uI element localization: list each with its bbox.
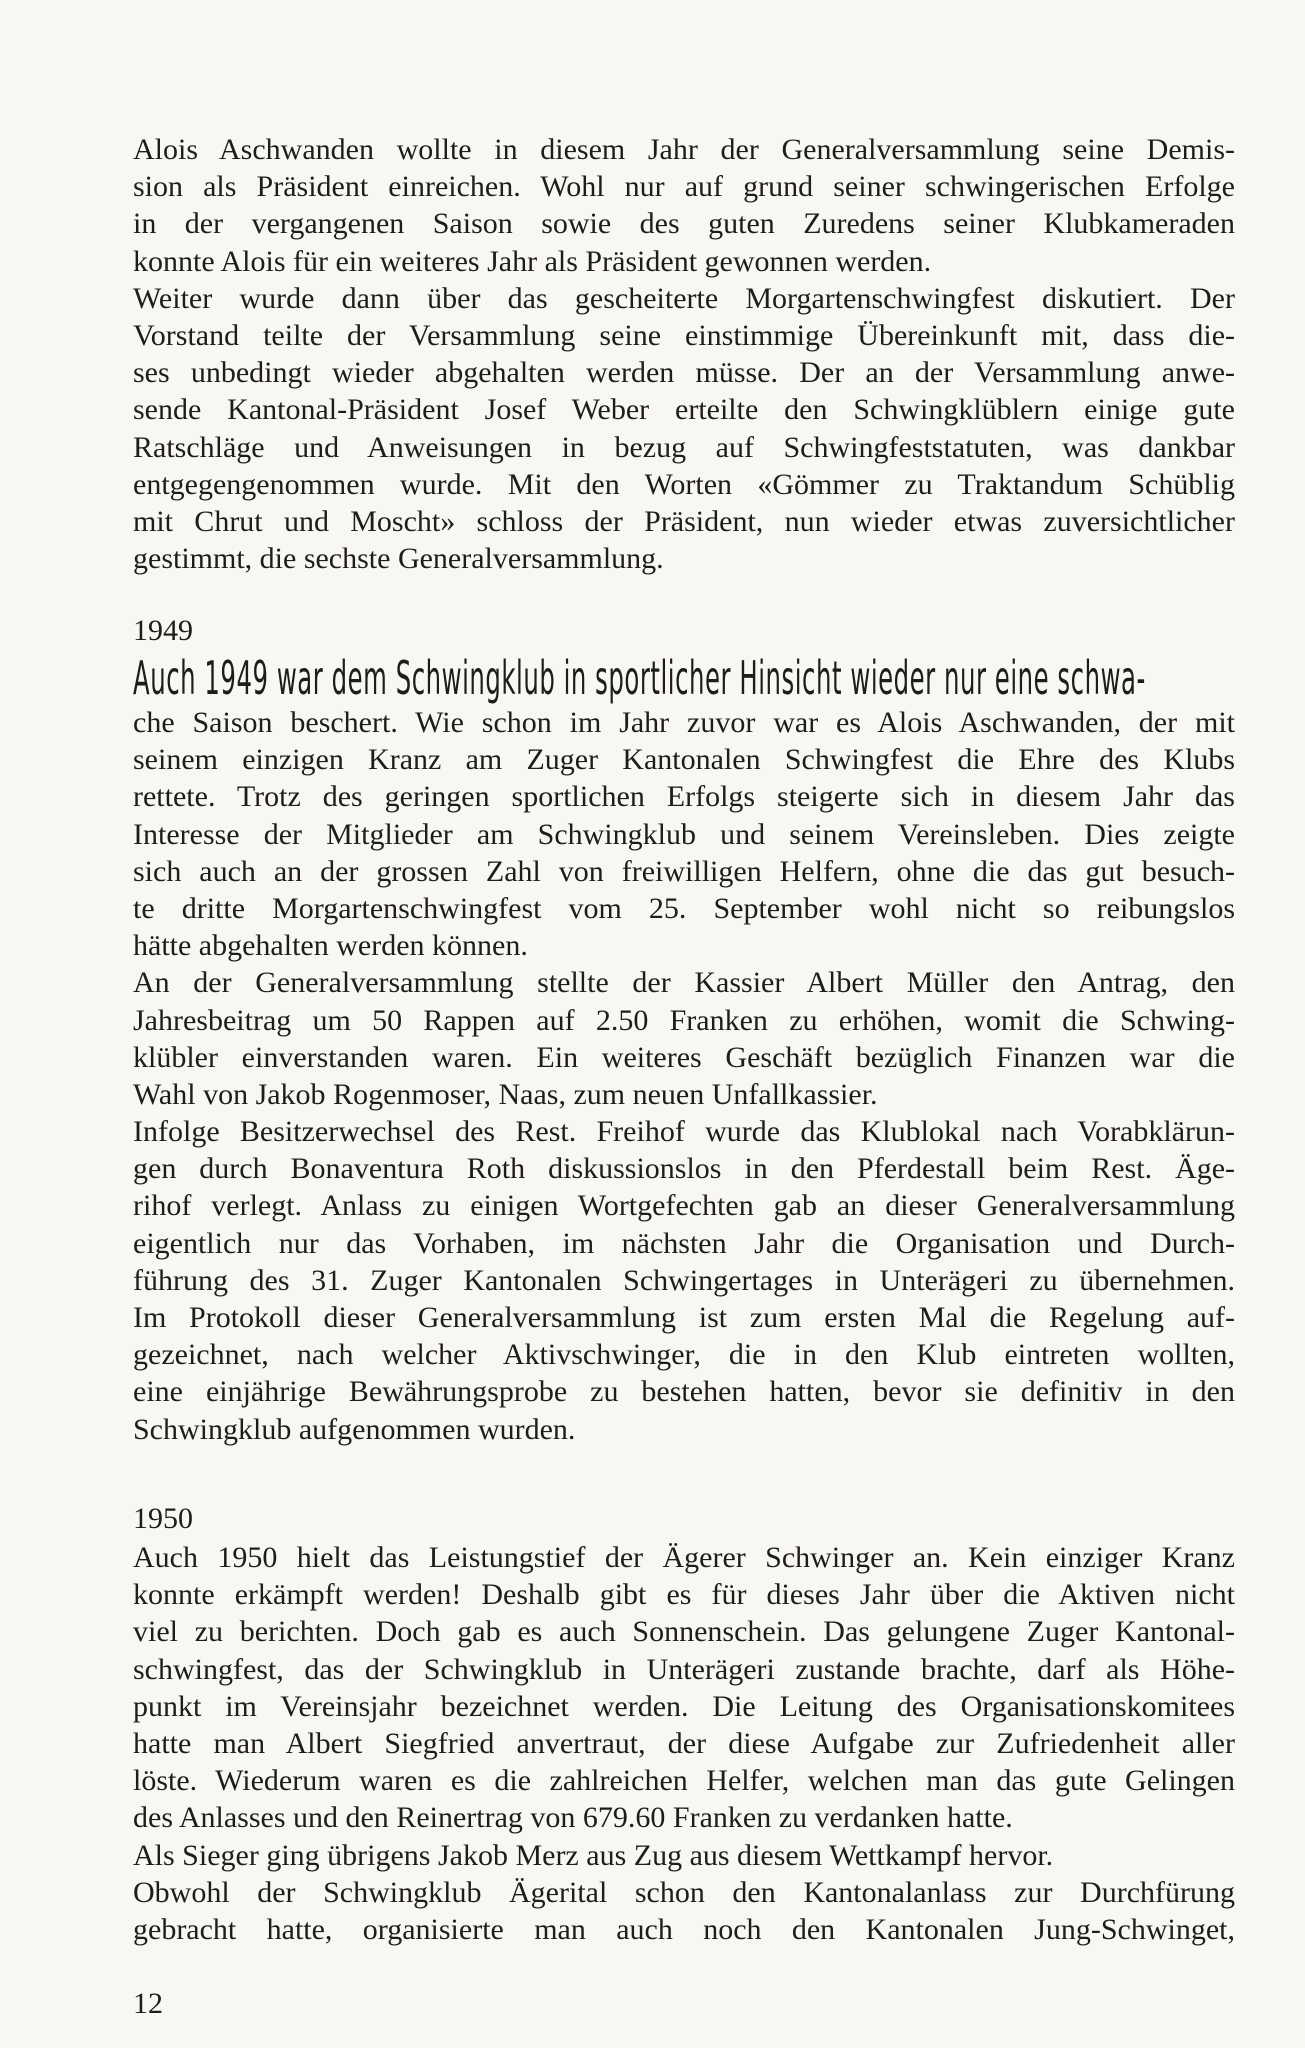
text-line: in der vergangenen Saison sowie des guten Zuredens seiner Klubkameraden (133, 207, 1235, 241)
text-line: Alois Aschwanden wollte in diesem Jahr der Generalversammlung seine Demis- (133, 133, 1235, 166)
text-line: Schwingklub aufgenommen wurden. (133, 1412, 576, 1446)
text-line: Im Protokoll dieser Generalversammlung ist zum ersten Mal die Regelung auf- (133, 1301, 1235, 1334)
text-line: Ratschläge und Anweisungen in bezug auf Schwingfeststatuten, was dankbar (133, 430, 1235, 464)
text-line: entgegengenommen wurde. Mit den Worten «Gömmer zu Traktandum Schüblig (133, 467, 1235, 501)
page-number: 12 (133, 1987, 163, 2020)
text-line: gezeichnet, nach welcher Aktivschwinger, die in den Klub eintreten wollten, (133, 1338, 1235, 1372)
text-line: Jahresbeitrag um 50 Rappen auf 2.50 Franken zu erhöhen, womit die Schwing- (133, 1003, 1235, 1037)
text-line: An der Generalversammlung stellte der Kassier Albert Müller den Antrag, den (133, 966, 1235, 1000)
text-line: hätte abgehalten werden können. (133, 929, 528, 963)
text-line: te dritte Morgartenschwingfest vom 25. September wohl nicht so reibungslos (133, 891, 1235, 925)
text-line: konnte Alois für ein weiteres Jahr als Präsident gewonnen werden. (133, 244, 932, 278)
text-line: Obwohl der Schwingklub Ägerital schon den Kantonalanlass zur Durchfürung (133, 1875, 1235, 1909)
text-line: viel zu berichten. Doch gab es auch Sonnenschein. Das gelungene Zuger Kantonal- (133, 1615, 1235, 1649)
text-line: Infolge Besitzerwechsel des Rest. Freihof wurde das Klublokal nach Vorabklärun- (133, 1115, 1235, 1149)
text-line: gen durch Bonaventura Roth diskussionslos in den Pferdestall beim Rest. Äge- (133, 1152, 1235, 1186)
year-heading-1949: 1949 (133, 614, 193, 647)
text-line: Wahl von Jakob Rogenmoser, Naas, zum neuen Unfallkassier. (133, 1077, 878, 1111)
text-line: seinem einzigen Kranz am Zuger Kantonalen Schwingfest die Ehre des Klubs (133, 743, 1235, 777)
text-line: eine einjährige Bewährungsprobe zu bestehen hatten, bevor sie definitiv in den (133, 1375, 1235, 1409)
text-line: Auch 1950 hielt das Leistungstief der Ägerer Schwinger an. Kein einziger Kranz (133, 1541, 1235, 1574)
text-line: Als Sieger ging übrigens Jakob Merz aus Zug aus diesem Wettkampf hervor. (133, 1838, 1054, 1872)
text-line: mit Chrut und Moscht» schloss der Präsident, nun wieder etwas zuversichtlicher (133, 504, 1235, 538)
text-line: sion als Präsident einreichen. Wohl nur auf grund seiner schwingerischen Erfolge (133, 170, 1235, 204)
text-line: hatte man Albert Siegfried anvertraut, der diese Aufgabe zur Zufriedenheit aller (133, 1726, 1235, 1760)
text-line: rettete. Trotz des geringen sportlichen Erfolgs steigerte sich in diesem Jahr das (133, 780, 1235, 814)
text-line: konnte erkämpft werden! Deshalb gibt es für dieses Jahr über die Aktiven nicht (133, 1578, 1235, 1612)
text-line: che Saison beschert. Wie schon im Jahr zuvor war es Alois Aschwanden, der mit (133, 706, 1235, 739)
text-line: sich auch an der grossen Zahl von freiwilligen Helfern, ohne die das gut besuch- (133, 854, 1235, 888)
text-line: ses unbedingt wieder abgehalten werden müsse. Der an der Versammlung anwe- (133, 356, 1235, 390)
text-line: Vorstand teilte der Versammlung seine einstimmige Übereinkunft mit, dass die- (133, 318, 1235, 352)
text-line: gestimmt, die sechste Generalversammlung. (133, 542, 664, 576)
text-line: rihof verlegt. Anlass zu einigen Wortgefechten gab an dieser Generalversammlung (133, 1189, 1235, 1223)
text-line: des Anlasses und den Reinertrag von 679.60 Franken zu verdanken hatte. (133, 1801, 1013, 1835)
intro-paragraph (133, 131, 1235, 577)
text-line: Interesse der Mitglieder am Schwingklub und seinem Vereinsleben. Dies zeigte (133, 817, 1235, 851)
text-line: löste. Wiederum waren es die zahlreichen Helfer, welchen man das gute Gelingen (133, 1764, 1235, 1798)
section-1950 (133, 1539, 1235, 1948)
text-line: klübler einverstanden waren. Ein weiteres Geschäft bezüglich Finanzen war die (133, 1040, 1235, 1074)
distorted-first-line: Auch 1949 war dem Schwingklub in sportlicher Hinsicht wieder nur eine schwa- (133, 651, 1146, 705)
text-line: eigentlich nur das Vorhaben, im nächsten Jahr die Organisation und Durch- (133, 1226, 1235, 1260)
text-line: gebracht hatte, organisierte man auch noch den Kantonalen Jung-Schwinget, (133, 1912, 1235, 1946)
text-line: Weiter wurde dann über das gescheiterte Morgartenschwingfest diskutiert. Der (133, 281, 1235, 315)
year-heading-1950: 1950 (133, 1502, 193, 1535)
text-line: schwingfest, das der Schwingklub in Unterägeri zustande brachte, darf als Höhe- (133, 1652, 1235, 1686)
section-1949 (133, 652, 1235, 1448)
text-line: sende Kantonal-Präsident Josef Weber erteilte den Schwingklüblern einige gute (133, 393, 1235, 427)
text-line: führung des 31. Zuger Kantonalen Schwingertages in Unterägeri zu übernehmen. (133, 1263, 1235, 1297)
text-line: punkt im Vereinsjahr bezeichnet werden. Die Leitung des Organisationskomitees (133, 1689, 1235, 1723)
